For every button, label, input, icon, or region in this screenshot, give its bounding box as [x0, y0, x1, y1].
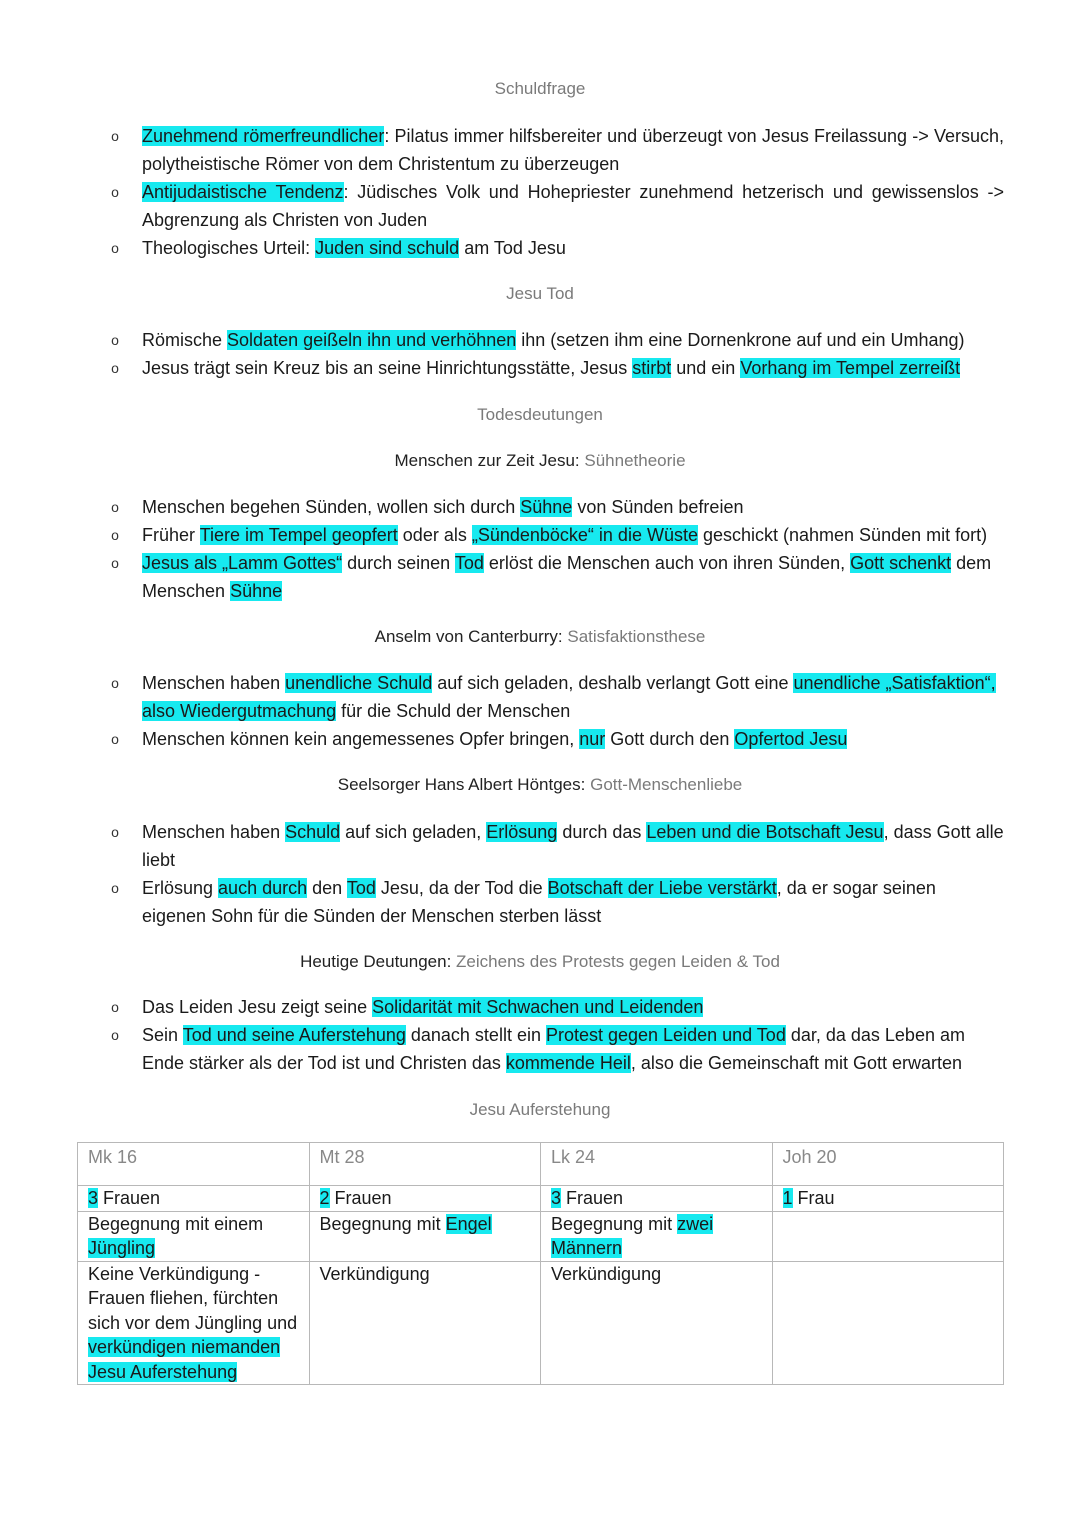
text-span: Begegnung mit: [551, 1213, 678, 1234]
text-span: erlöst die Menschen auch von ihren Sünden,: [483, 553, 851, 573]
highlight: zwei Männern: [551, 1213, 714, 1258]
highlight: Tiere im Tempel geopfert: [199, 525, 398, 545]
bullet-icon: o: [111, 128, 119, 144]
bullet-icon: o: [111, 824, 119, 840]
bullet-text: [142, 874, 1004, 930]
text-span: Das Leiden Jesu zeigt seine: [142, 997, 373, 1017]
text-span: Gott durch den: [605, 729, 735, 749]
text-span: dar, da das Leben am Ende stärker als der Tod ist und Christen das: [142, 1025, 965, 1073]
heading-auferstehung: Jesu Auferstehung: [469, 1100, 611, 1119]
subheading-satisfaktion: [0, 627, 1080, 647]
highlight: 3: [551, 1188, 562, 1208]
bullet-icon: o: [111, 184, 119, 200]
highlight: nur: [579, 729, 606, 749]
text-span: Früher: [142, 525, 200, 545]
highlight: Engel: [445, 1213, 492, 1234]
highlight: Vorhang im Tempel zerreißt: [740, 358, 961, 378]
text-span: oder als: [397, 525, 472, 545]
text-span: Keine Verkündigung -Frauen fliehen, fürchten sich vor dem Jüngling und: [88, 1263, 298, 1333]
highlight: unendliche „Satisfaktion“, also Wiedergutmachung: [142, 673, 996, 721]
bullet-text: [142, 493, 1004, 521]
bullet-icon: o: [111, 360, 119, 376]
text-span: Frauen: [329, 1188, 392, 1208]
table-header-row: [78, 1143, 1004, 1186]
highlight: Gott schenkt: [850, 553, 952, 573]
bullet-icon: o: [111, 555, 119, 571]
subheading-theory: Gott-Menschenliebe: [590, 775, 743, 794]
text-span: auf sich geladen,: [340, 822, 487, 842]
bullet-text: [142, 669, 1004, 725]
text-span: , dass Gott alle liebt: [142, 822, 1004, 870]
table-cell: [541, 1211, 773, 1261]
table-cell: [78, 1211, 310, 1261]
text-span: : Pilatus immer hilfsbereiter und überzeugt von Jesus Freilassung -> Versuch, polytheistische Römer von dem Christentum zu überzeugen: [142, 126, 1004, 174]
text-span: Menschen begehen Sünden, wollen sich durch: [142, 497, 521, 517]
bullet-text: [142, 1021, 1004, 1077]
highlight: Tod: [454, 553, 484, 573]
highlight: verkündigen niemanden Jesu Auferstehung: [88, 1337, 281, 1382]
highlight: 1: [782, 1188, 793, 1208]
bullet-icon: o: [111, 332, 119, 348]
bullet-icon: o: [111, 731, 119, 747]
highlight: Soldaten geißeln ihn und verhöhnen: [227, 330, 517, 350]
heading-schuldfrage: Schuldfrage: [494, 79, 586, 98]
table-row: [78, 1186, 1004, 1212]
table-cell: [772, 1186, 1004, 1212]
table-cell: [309, 1211, 541, 1261]
highlight: stirbt: [632, 358, 672, 378]
text-span: Begegnung mit einem: [88, 1213, 264, 1234]
text-span: Sein: [142, 1025, 183, 1045]
heading-jesu-tod: Jesu Tod: [506, 284, 574, 303]
text-span: dem Menschen: [142, 553, 992, 601]
text-span: geschickt (nahmen Sünden mit fort): [697, 525, 988, 545]
table-header-cell: Lk 24: [541, 1143, 773, 1186]
text-span: Jesu, da der Tod die: [375, 878, 548, 898]
text-span: für die Schuld der Menschen: [336, 701, 571, 721]
text-span: : Jüdisches Volk und Hohepriester zunehmend hetzerisch und gewissenslos -> Abgrenzung als Christen von Juden: [142, 182, 1004, 230]
subheading-lead: Anselm von Canterburry:: [374, 627, 563, 646]
text-span: Jesus trägt sein Kreuz bis an seine Hinrichtungsstätte, Jesus: [142, 358, 633, 378]
text-span: durch das: [557, 822, 647, 842]
highlight: Protest gegen Leiden und Tod: [545, 1025, 786, 1045]
text-span: danach stellt ein: [405, 1025, 546, 1045]
highlight: Sühne: [230, 581, 283, 601]
text-span: , also die Gemeinschaft mit Gott erwarten: [630, 1053, 963, 1073]
text-span: , da er sogar seinen eigenen Sohn für die Sünden der Menschen sterben lässt: [142, 878, 936, 926]
table-cell: [541, 1186, 773, 1212]
text-span: und ein: [671, 358, 741, 378]
highlight: kommende Heil: [505, 1053, 631, 1073]
table-cell: Verkündigung: [541, 1261, 773, 1385]
highlight: Antijudaistische Tendenz: [142, 182, 344, 202]
text-span: Römische: [142, 330, 228, 350]
bullet-text: [142, 993, 1004, 1021]
bullet-icon: o: [111, 999, 119, 1015]
bullet-text: [142, 818, 1004, 874]
text-span: ihn (setzen ihm eine Dornenkrone auf und ein Umhang): [516, 330, 965, 350]
bullet-text: [142, 122, 1004, 178]
text-span: durch seinen: [342, 553, 455, 573]
table-cell: [309, 1186, 541, 1212]
text-span: Theologisches Urteil:: [142, 238, 316, 258]
gospel-comparison-table: [77, 1142, 1004, 1385]
bullet-icon: o: [111, 880, 119, 896]
highlight: unendliche Schuld: [285, 673, 433, 693]
text-span: Frauen: [98, 1188, 161, 1208]
subheading-lead: Heutige Deutungen:: [300, 952, 452, 971]
highlight: Sühne: [520, 497, 573, 517]
text-span: Frau: [792, 1188, 835, 1208]
highlight: Leben und die Botschaft Jesu: [646, 822, 884, 842]
text-span: den: [307, 878, 347, 898]
bullet-text: [142, 234, 1004, 262]
highlight: Solidarität mit Schwachen und Leidenden: [372, 997, 704, 1017]
table-row: [78, 1211, 1004, 1261]
bullet-icon: o: [111, 1027, 119, 1043]
subheading-lead: Seelsorger Hans Albert Höntges:: [337, 775, 586, 794]
highlight: auch durch: [218, 878, 308, 898]
text-span: Erlösung: [142, 878, 219, 898]
highlight: Zunehmend römerfreundlicher: [142, 126, 385, 146]
table-cell: [78, 1186, 310, 1212]
highlight: 3: [88, 1188, 99, 1208]
table-cell: [772, 1211, 1004, 1261]
highlight: Erlösung: [486, 822, 558, 842]
table-header-cell: Mk 16: [78, 1143, 310, 1186]
bullet-text: [142, 725, 1004, 753]
bullet-icon: o: [111, 240, 119, 256]
highlight: Schuld: [285, 822, 341, 842]
bullet-icon: o: [111, 675, 119, 691]
bullet-icon: o: [111, 527, 119, 543]
text-span: von Sünden befreien: [572, 497, 744, 517]
table-row: [78, 1261, 1004, 1385]
table-cell: Verkündigung: [309, 1261, 541, 1385]
highlight: Jüngling: [88, 1238, 156, 1258]
highlight: Jesus als „Lamm Gottes“: [142, 553, 343, 573]
highlight: Tod und seine Auferstehung: [182, 1025, 406, 1045]
highlight: Botschaft der Liebe verstärkt: [547, 878, 777, 898]
text-span: Frauen: [561, 1188, 624, 1208]
bullet-text: [142, 354, 1004, 382]
text-span: auf sich geladen, deshalb verlangt Gott eine: [432, 673, 794, 693]
table-cell: [78, 1261, 310, 1385]
subheading-heute: [0, 952, 1080, 972]
text-span: Menschen können kein angemessenes Opfer bringen,: [142, 729, 580, 749]
text-span: Menschen haben: [142, 822, 286, 842]
table-header-cell: Joh 20: [772, 1143, 1004, 1186]
subheading-theory: Sühnetheorie: [584, 451, 686, 470]
subheading-liebe: [0, 775, 1080, 795]
text-span: am Tod Jesu: [459, 238, 566, 258]
table-header-cell: Mt 28: [309, 1143, 541, 1186]
bullet-icon: o: [111, 499, 119, 515]
subheading-theory: Satisfaktionsthese: [567, 627, 706, 646]
subheading-lead: Menschen zur Zeit Jesu:: [394, 451, 580, 470]
highlight: 2: [319, 1188, 330, 1208]
table-cell: [772, 1261, 1004, 1385]
highlight: Juden sind schuld: [315, 238, 460, 258]
text-span: Menschen haben: [142, 673, 286, 693]
subheading-theory: Zeichens des Protests gegen Leiden & Tod: [456, 952, 780, 971]
highlight: Opfertod Jesu: [734, 729, 848, 749]
text-span: Begegnung mit: [319, 1213, 446, 1234]
bullet-text: [142, 521, 1004, 549]
bullet-text: [142, 549, 1004, 605]
subheading-suehne: [0, 451, 1080, 471]
heading-todesdeutungen: Todesdeutungen: [477, 405, 603, 424]
highlight: „Sündenböcke“ in die Wüste: [471, 525, 698, 545]
highlight: Tod: [346, 878, 376, 898]
bullet-text: [142, 178, 1004, 234]
bullet-text: [142, 326, 1004, 354]
